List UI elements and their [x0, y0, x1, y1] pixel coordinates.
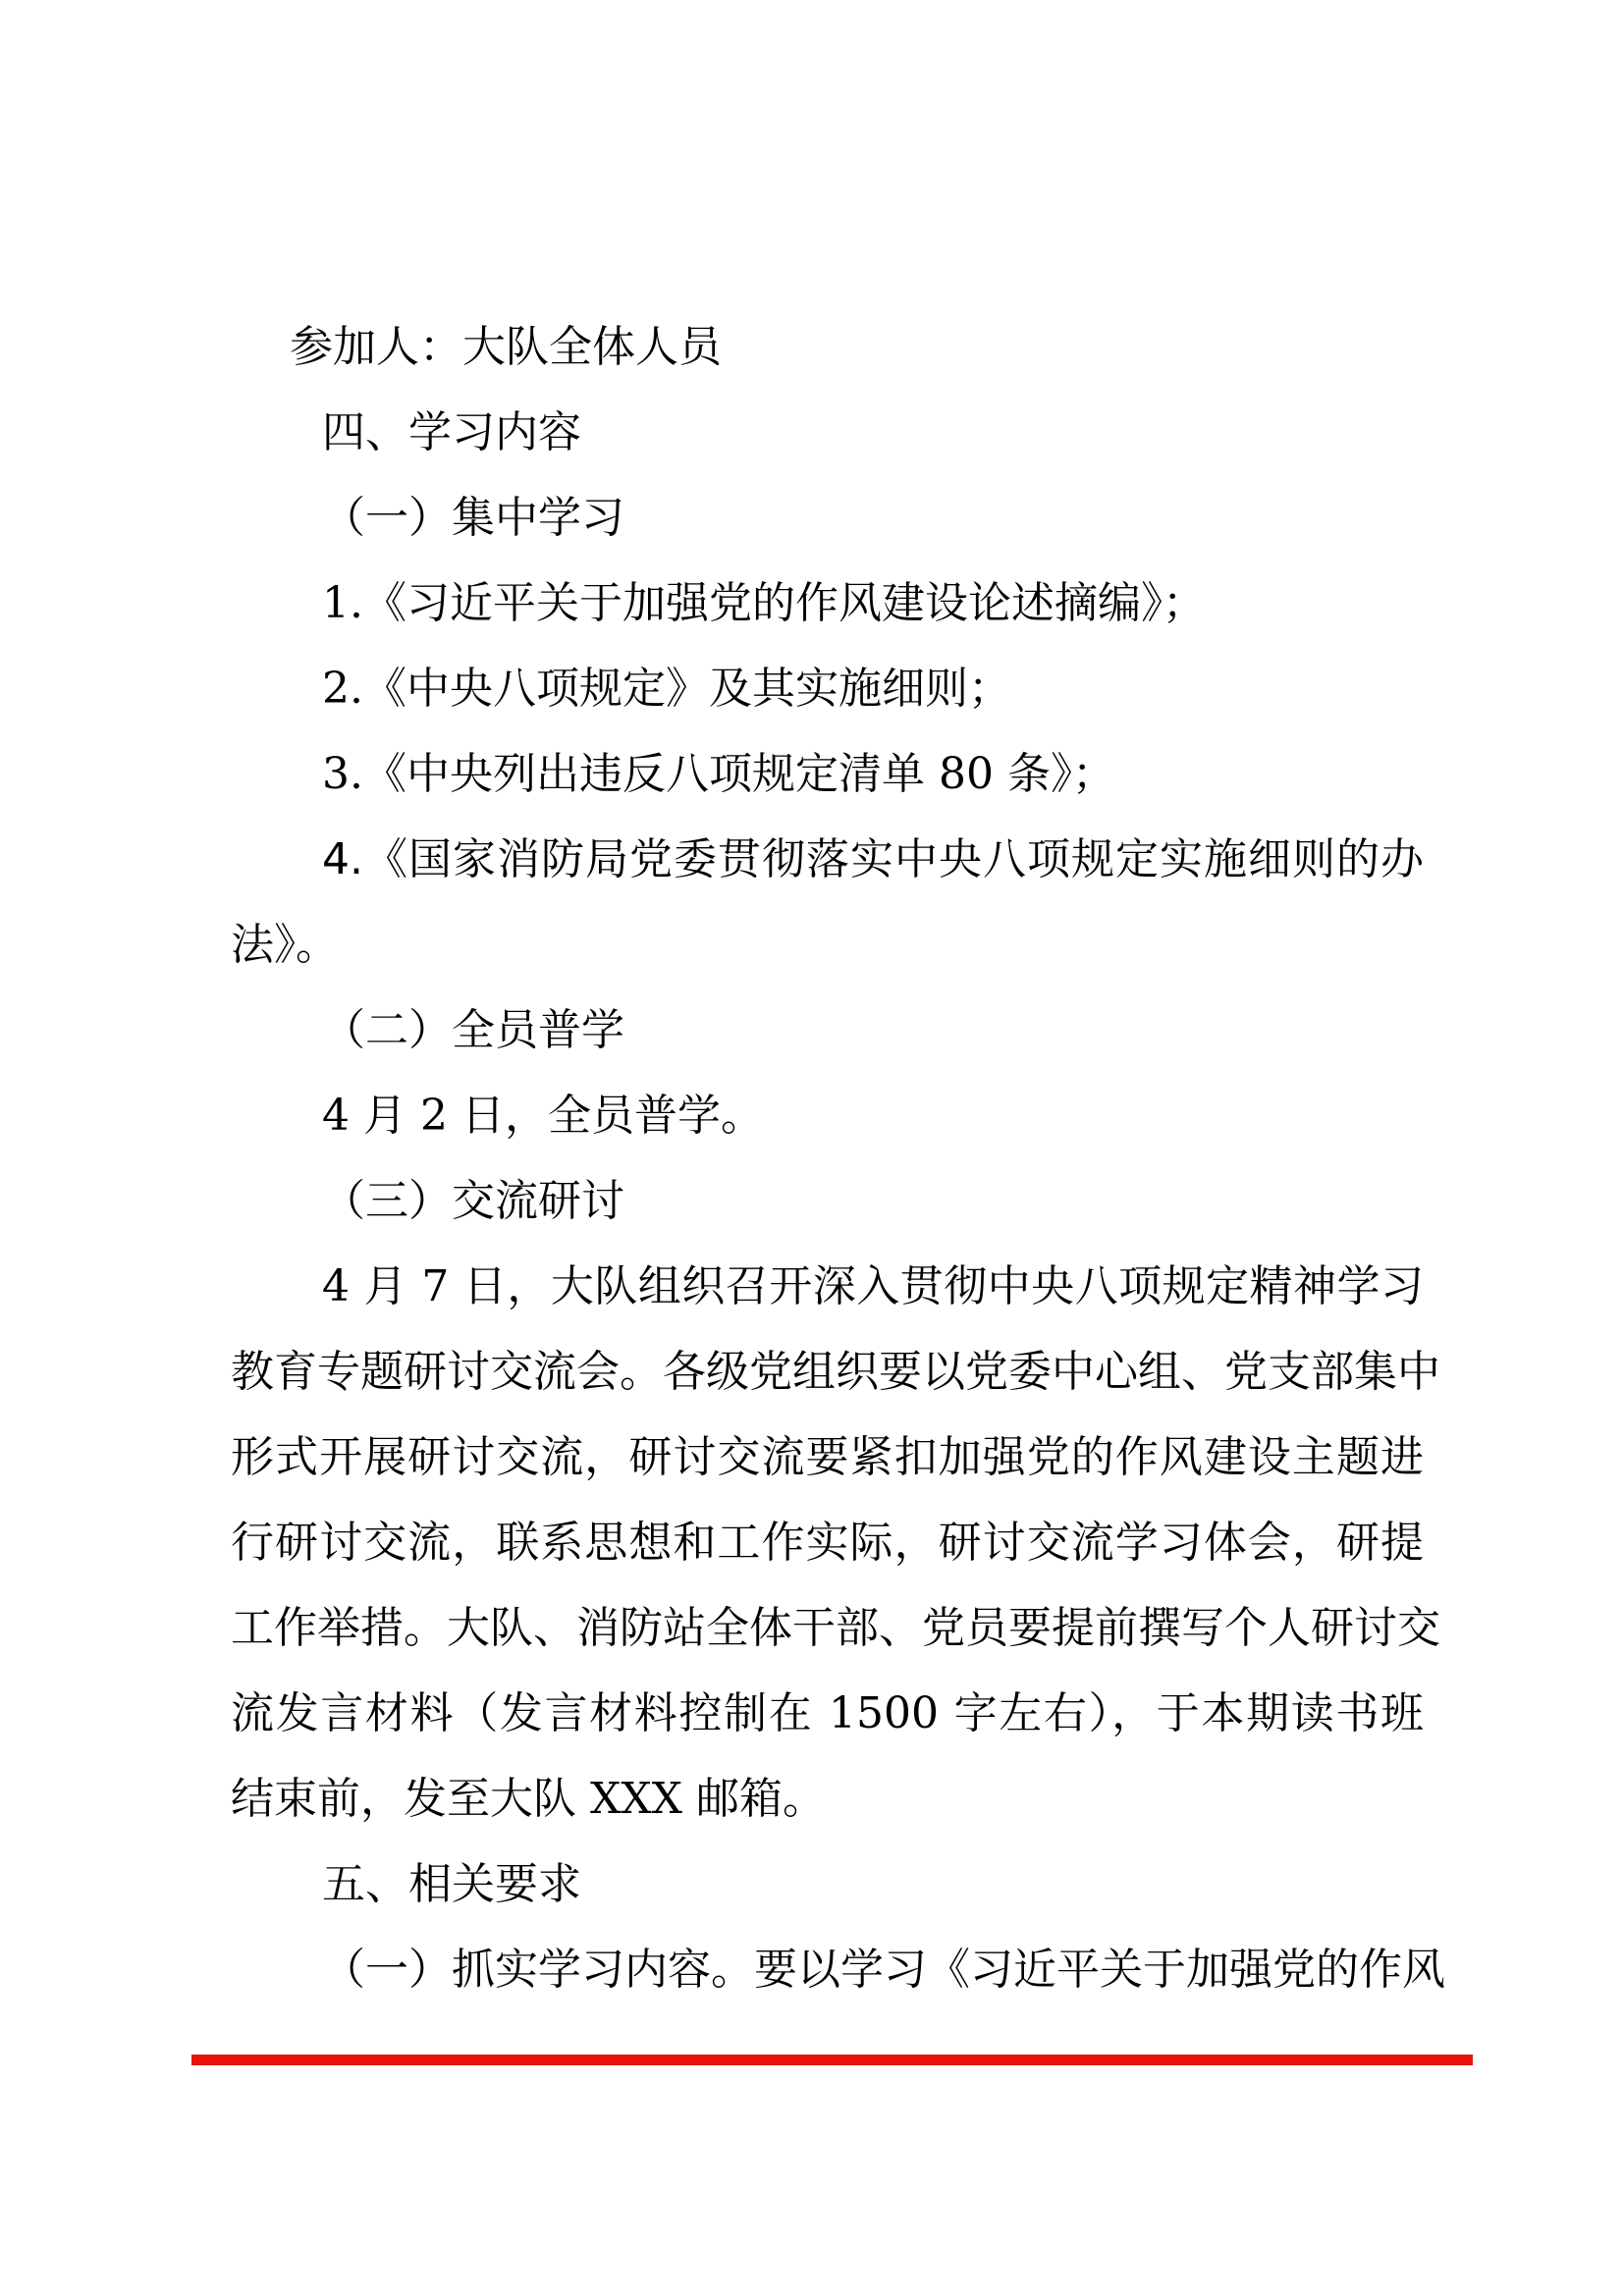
participants-line: 参加人：大队全体人员	[290, 322, 722, 372]
exchange-paragraph-line-5: 工作举措。大队、消防站全体干部、党员要提前撰写个人研讨交	[231, 1603, 1440, 1653]
subheading-exchange-discussion: （三）交流研讨	[322, 1176, 624, 1226]
section-heading-requirements: 五、相关要求	[322, 1859, 581, 1909]
study-item-4: 4.《国家消防局党委贯彻落实中央八项规定实施细则的办	[322, 834, 1424, 884]
subheading-centralized-study: （一）集中学习	[322, 493, 624, 543]
exchange-paragraph-line-4: 行研讨交流，联系思想和工作实际，研讨交流学习体会，研提	[231, 1518, 1424, 1568]
exchange-paragraph-line-6: 流发言材料（发言材料控制在 1500 字左右），于本期读书班	[231, 1688, 1424, 1738]
section-heading-study-content: 四、学习内容	[322, 407, 581, 457]
subheading-all-staff-study: （二）全员普学	[322, 1005, 624, 1055]
study-item-2: 2.《中央八项规定》及其实施细则；	[322, 664, 1011, 714]
all-staff-study-date: 4 月 2 日，全员普学。	[322, 1091, 764, 1141]
exchange-paragraph-line-1: 4 月 7 日，大队组织召开深入贯彻中央八项规定精神学习	[322, 1261, 1424, 1311]
study-item-3: 3.《中央列出违反八项规定清单 80 条》；	[322, 749, 1115, 799]
study-item-4-continued: 法》。	[231, 920, 339, 970]
footer-red-rule	[191, 2055, 1473, 2065]
exchange-paragraph-line-7: 结束前，发至大队 XXX 邮箱。	[231, 1774, 826, 1824]
exchange-paragraph-line-3: 形式开展研讨交流，研讨交流要紧扣加强党的作风建设主题进	[231, 1432, 1424, 1482]
requirement-item-1: （一）抓实学习内容。要以学习《习近平关于加强党的作风	[322, 1945, 1445, 1995]
study-item-1: 1.《习近平关于加强党的作风建设论述摘编》；	[322, 578, 1206, 628]
exchange-paragraph-line-2: 教育专题研讨交流会。各级党组织要以党委中心组、党支部集中	[231, 1347, 1440, 1397]
